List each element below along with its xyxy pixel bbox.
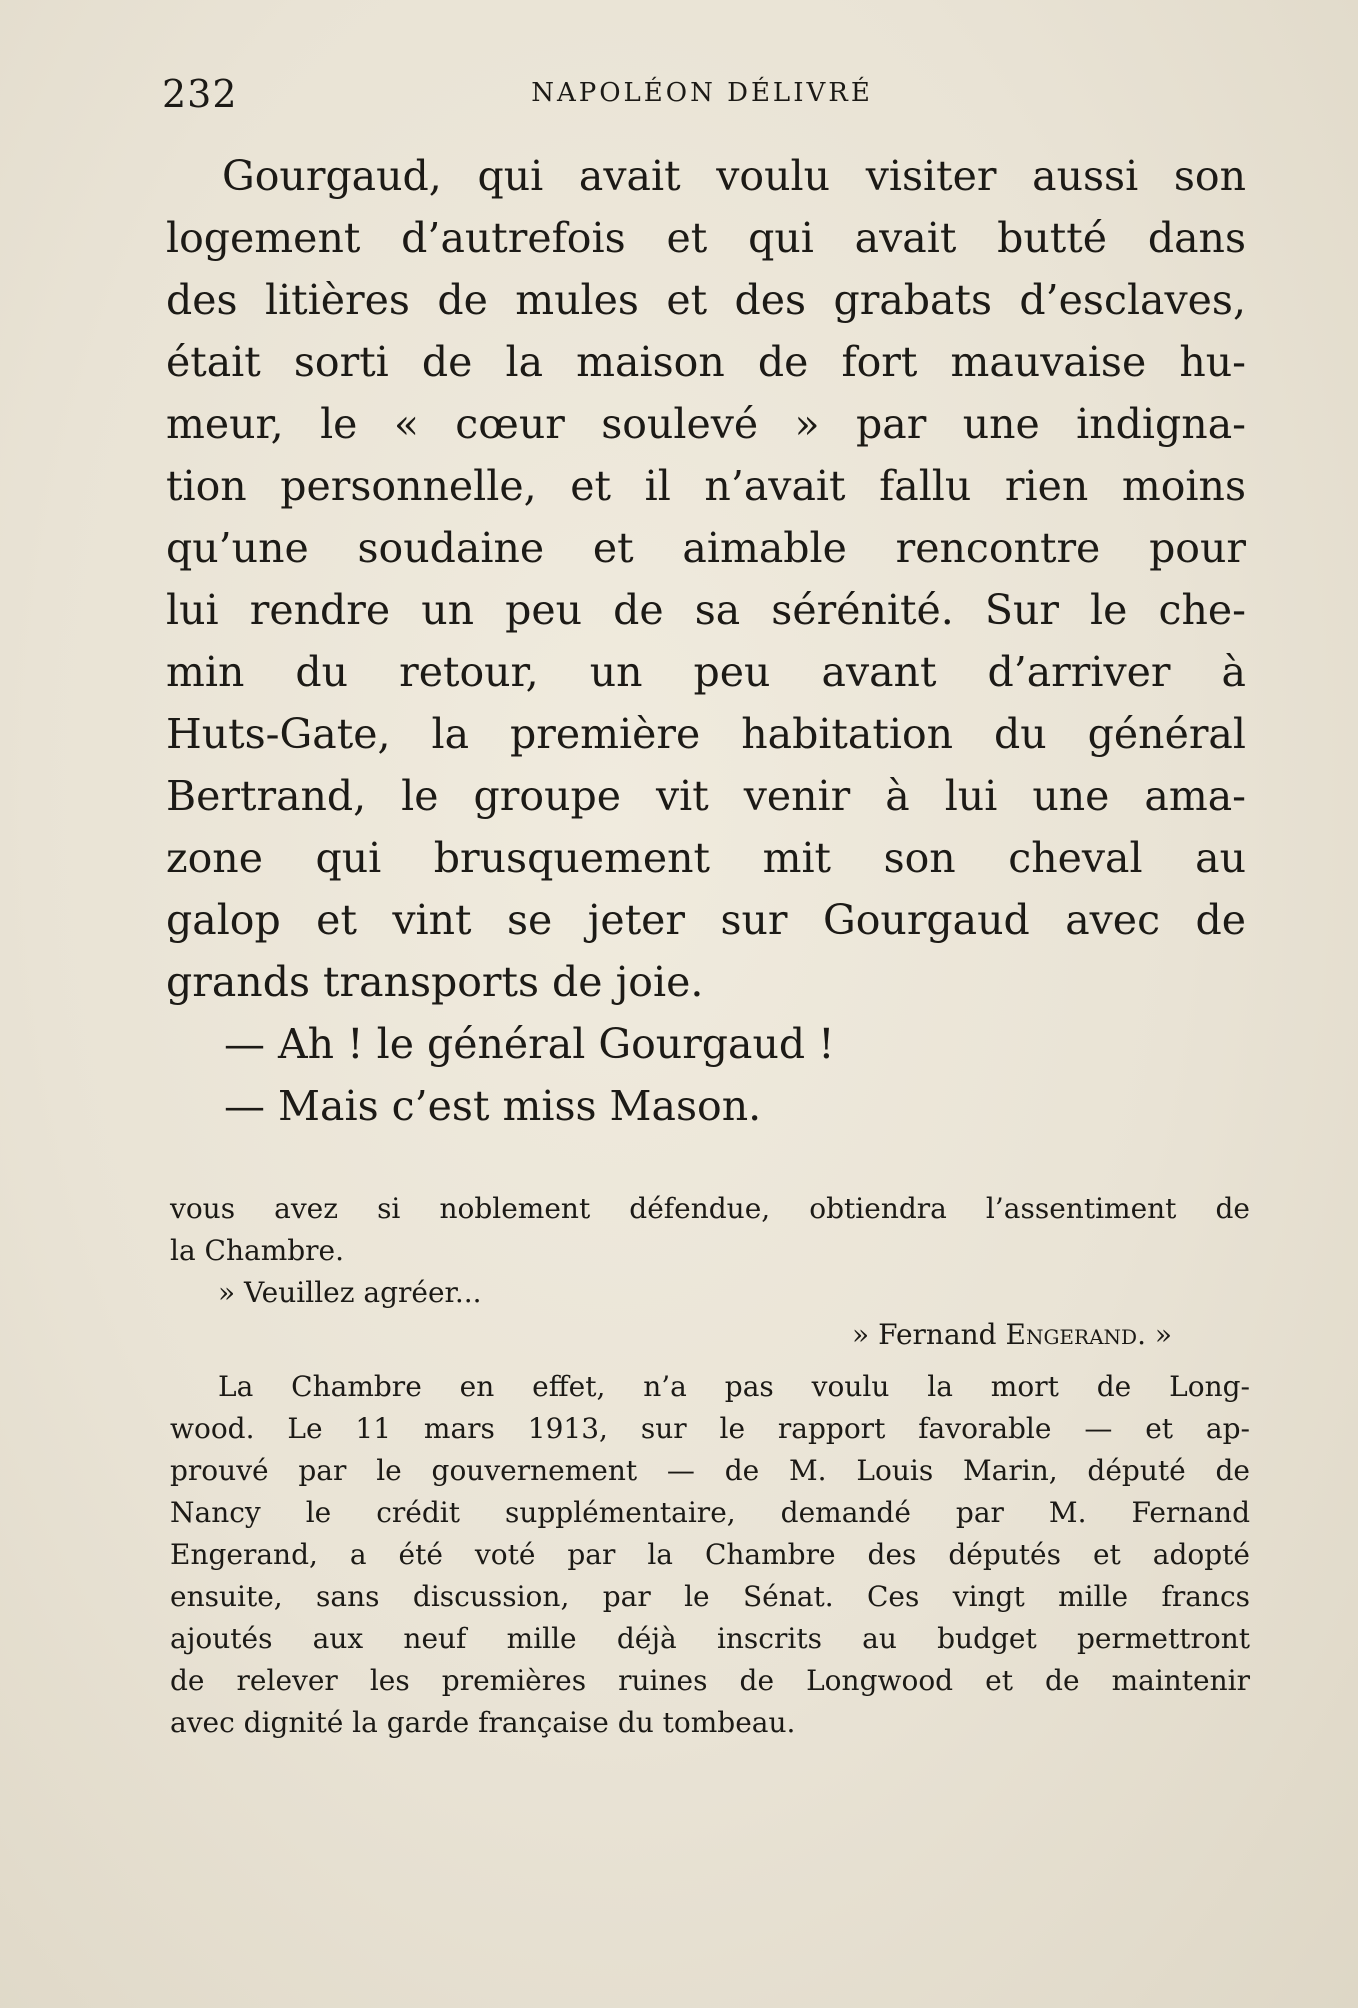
- text-line: galop et vint se jeter sur Gourgaud avec de: [166, 896, 1246, 944]
- note-signature: [170, 1314, 1250, 1356]
- text-line: min du retour, un peu avant d’arriver à: [166, 648, 1246, 696]
- footnote-block: [170, 1188, 1250, 1744]
- dialogue-line: — Ah ! le général Gourgaud !: [224, 1020, 835, 1068]
- signature-suffix: . »: [1137, 1318, 1172, 1351]
- note-line: la Chambre.: [170, 1234, 345, 1267]
- signature-prefix: » Fernand: [852, 1318, 1006, 1351]
- text-line: lui rendre un peu de sa sérénité. Sur le che-: [166, 586, 1246, 634]
- signature-name: Engerand: [1005, 1318, 1138, 1351]
- text-line: meur, le « cœur soulevé » par une indigna-: [166, 400, 1246, 448]
- text-line: logement d’autrefois et qui avait butté dans: [166, 214, 1246, 262]
- note-line: ensuite, sans discussion, par le Sénat. Ces vingt mille francs: [170, 1580, 1250, 1613]
- text-line: des litières de mules et des grabats d’esclaves,: [166, 276, 1246, 324]
- note-line: vous avez si noblement défendue, obtiendra l’assentiment de: [170, 1192, 1250, 1225]
- note-line: prouvé par le gouvernement — de M. Louis Marin, député de: [170, 1454, 1250, 1487]
- text-line: qu’une soudaine et aimable rencontre pour: [166, 524, 1246, 572]
- text-line: Gourgaud, qui avait voulu visiter aussi son: [222, 152, 1246, 200]
- running-title: NAPOLÉON DÉLIVRÉ: [531, 78, 873, 108]
- text-line: était sorti de la maison de fort mauvaise hu-: [166, 338, 1246, 386]
- note-line: ajoutés aux neuf mille déjà inscrits au budget permettront: [170, 1622, 1250, 1655]
- page-number: 232: [162, 72, 238, 116]
- main-text-block: [166, 145, 1246, 1137]
- note-closing: » Veuillez agréer...: [218, 1276, 482, 1309]
- note-line: Engerand, a été voté par la Chambre des députés et adopté: [170, 1538, 1250, 1571]
- text-line: zone qui brusquement mit son cheval au: [166, 834, 1246, 882]
- note-line: La Chambre en effet, n’a pas voulu la mort de Long-: [218, 1370, 1250, 1403]
- text-line: Bertrand, le groupe vit venir à lui une ama-: [166, 772, 1246, 820]
- text-line: tion personnelle, et il n’avait fallu rien moins: [166, 462, 1246, 510]
- note-line: Nancy le crédit supplémentaire, demandé par M. Fernand: [170, 1496, 1250, 1529]
- note-line: wood. Le 11 mars 1913, sur le rapport favorable — et ap-: [170, 1412, 1250, 1445]
- page-header: [162, 72, 1242, 122]
- dialogue-line: — Mais c’est miss Mason.: [224, 1082, 762, 1130]
- note-line: avec dignité la garde française du tombeau.: [170, 1706, 796, 1739]
- text-line: Huts-Gate, la première habitation du général: [166, 710, 1246, 758]
- note-line: de relever les premières ruines de Longwood et de maintenir: [170, 1664, 1250, 1697]
- text-line: grands transports de joie.: [166, 958, 704, 1006]
